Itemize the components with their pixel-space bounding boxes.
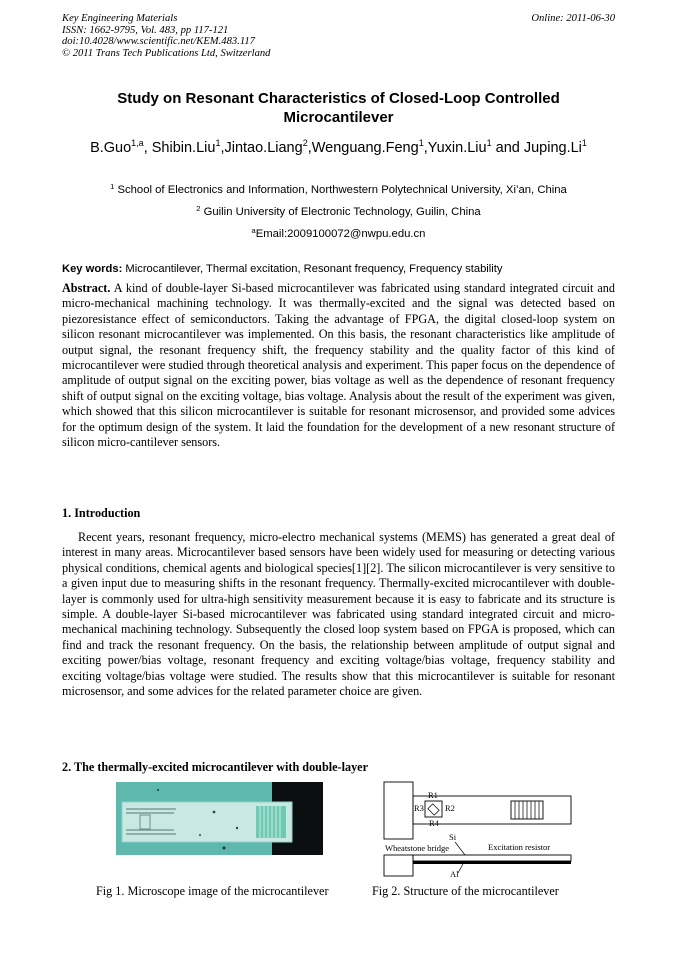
journal-header xyxy=(62,13,482,59)
label-excitation-resistor: Excitation resistor xyxy=(488,842,551,852)
copyright-line: © 2011 Trans Tech Publications Ltd, Switzerland xyxy=(62,47,271,59)
introduction-text: Recent years, resonant frequency, micro-electro mechanical systems (MEMS) has generated a great deal of interest in many areas. Microcantilever based sensors have been widely used for measuring or detecting various physical conditions, chemical agents and biological species[1][2]. The silicon microcantilever is very sensitive to a given input due to measuring shifts in the resonant frequency. Thermally-excited microcantilever with double-layer is commonly used for ultra-high sensitivity measurement because it is easy to fabricate and its structure is simple. A double-layer Si-based microcantilever was fabricated using standard integrated circuit and micro-mechanical machining technology. Subsequently the closed loop system based on FPGA is proposed, which can find and track the resonant frequency. On the basis, the relationship between amplitude of output signal and exciting power/bias voltage, resonant frequency and exciting voltage/bias voltage, frequency stability and exciting voltage/bias voltage were studied. The results show that this microcantilever is suitable for resonant microsensor, and some advices for the related parameter choice are given. xyxy=(62,530,615,699)
abstract xyxy=(62,281,615,450)
issn-line: ISSN: 1662-9795, Vol. 483, pp 117-121 xyxy=(62,24,229,36)
journal-name: Key Engineering Materials xyxy=(62,13,178,24)
aluminium-layer xyxy=(413,861,571,864)
online-date: Online: 2011-06-30 xyxy=(531,13,615,24)
section-heading-microcantilever: 2. The thermally-excited microcantilever with double-layer xyxy=(62,760,368,774)
abstract-label: Abstract. xyxy=(62,281,111,295)
keywords-text: Microcantilever, Thermal excitation, Resonant frequency, Frequency stability xyxy=(122,263,503,275)
author: Yuxin.Liu$^1$ and xyxy=(427,138,524,156)
label-r4: R4 xyxy=(429,818,439,828)
affiliation-1: $^1$ School of Electronics and Information, Northwestern Polytechnical University, Xi’an, China xyxy=(110,182,567,196)
bridge-diamond xyxy=(428,804,439,815)
author-list xyxy=(62,139,615,158)
particle xyxy=(213,811,216,814)
particle xyxy=(236,827,238,829)
label-r3: R3 xyxy=(414,803,424,813)
microscope-image xyxy=(116,782,323,855)
keywords xyxy=(62,262,615,276)
structure-diagram xyxy=(383,780,573,880)
figure-2-caption: Fig 2. Structure of the microcantilever xyxy=(372,884,559,898)
silicon-layer xyxy=(413,855,571,861)
author: Jintao.Liang$^2$, xyxy=(224,138,312,156)
doi-line[interactable]: doi:10.4028/www.scientific.net/KEM.483.117 xyxy=(62,36,255,48)
figure-1-caption: Fig 1. Microscope image of the microcantilever xyxy=(96,884,329,898)
resistor-meander xyxy=(515,801,539,819)
author: Wenguang.Feng$^1$, xyxy=(311,138,428,156)
paper-title: Study on Resonant Characteristics of Closed-Loop Controlled Microcantilever xyxy=(117,90,560,126)
pointer-si xyxy=(455,842,465,855)
particle xyxy=(223,847,226,850)
pointer-al xyxy=(458,864,463,873)
author: Juping.Li$^1$ xyxy=(523,138,587,156)
side-substrate xyxy=(384,855,413,876)
keywords-label: Key words: xyxy=(62,263,123,275)
author: B.Guo$^{1,a}$, xyxy=(90,138,152,156)
particle xyxy=(199,834,201,836)
label-si: Si xyxy=(449,832,457,842)
abstract-text: A kind of double-layer Si-based microcantilever was fabricated using standard integrated circuit and micro-mechanical machining technology. It was thermally-excited and the signal was detected based on piezoresistance effect of semiconductors. Taking the advantage of FPGA, the digital closed-loop system on silicon resonant microcantilever was implemented. On this basis, the resonant characteristics like amplitude of output signal, the resonant frequency shift, the frequency stability and the quality factor of this kind of microcantilever were studied through theoretical analysis and experiment. This paper focus on the dependence of amplitude of output signal on the exciting power, bias voltage as well as the dependence of resonant frequency shift of output signal on the exciting voltage, bias voltage. Analysis about the result of the experiment was given, which showed that this silicon microcantilever is suitable for resonant microsensor, and provided some advices for the optimum design of the system. It laid the foundation for the development of a new resonant structure of silicon micro-cantilever sensors. xyxy=(62,281,615,450)
label-al: Al xyxy=(450,869,459,879)
author-email[interactable]: $^a$Email:2009100072@nwpu.edu.cn xyxy=(251,226,426,240)
label-r2: R2 xyxy=(445,803,455,813)
section-heading-introduction: 1. Introduction xyxy=(62,506,141,520)
substrate-block xyxy=(384,782,413,839)
affiliation-2: $^2$ Guilin University of Electronic Technology, Guilin, China xyxy=(196,204,481,218)
author: Shibin.Liu$^1$, xyxy=(151,138,225,156)
label-wheatstone-bridge: Wheatstone bridge xyxy=(385,843,449,853)
particle xyxy=(157,789,159,791)
label-r1: R1 xyxy=(428,790,438,800)
